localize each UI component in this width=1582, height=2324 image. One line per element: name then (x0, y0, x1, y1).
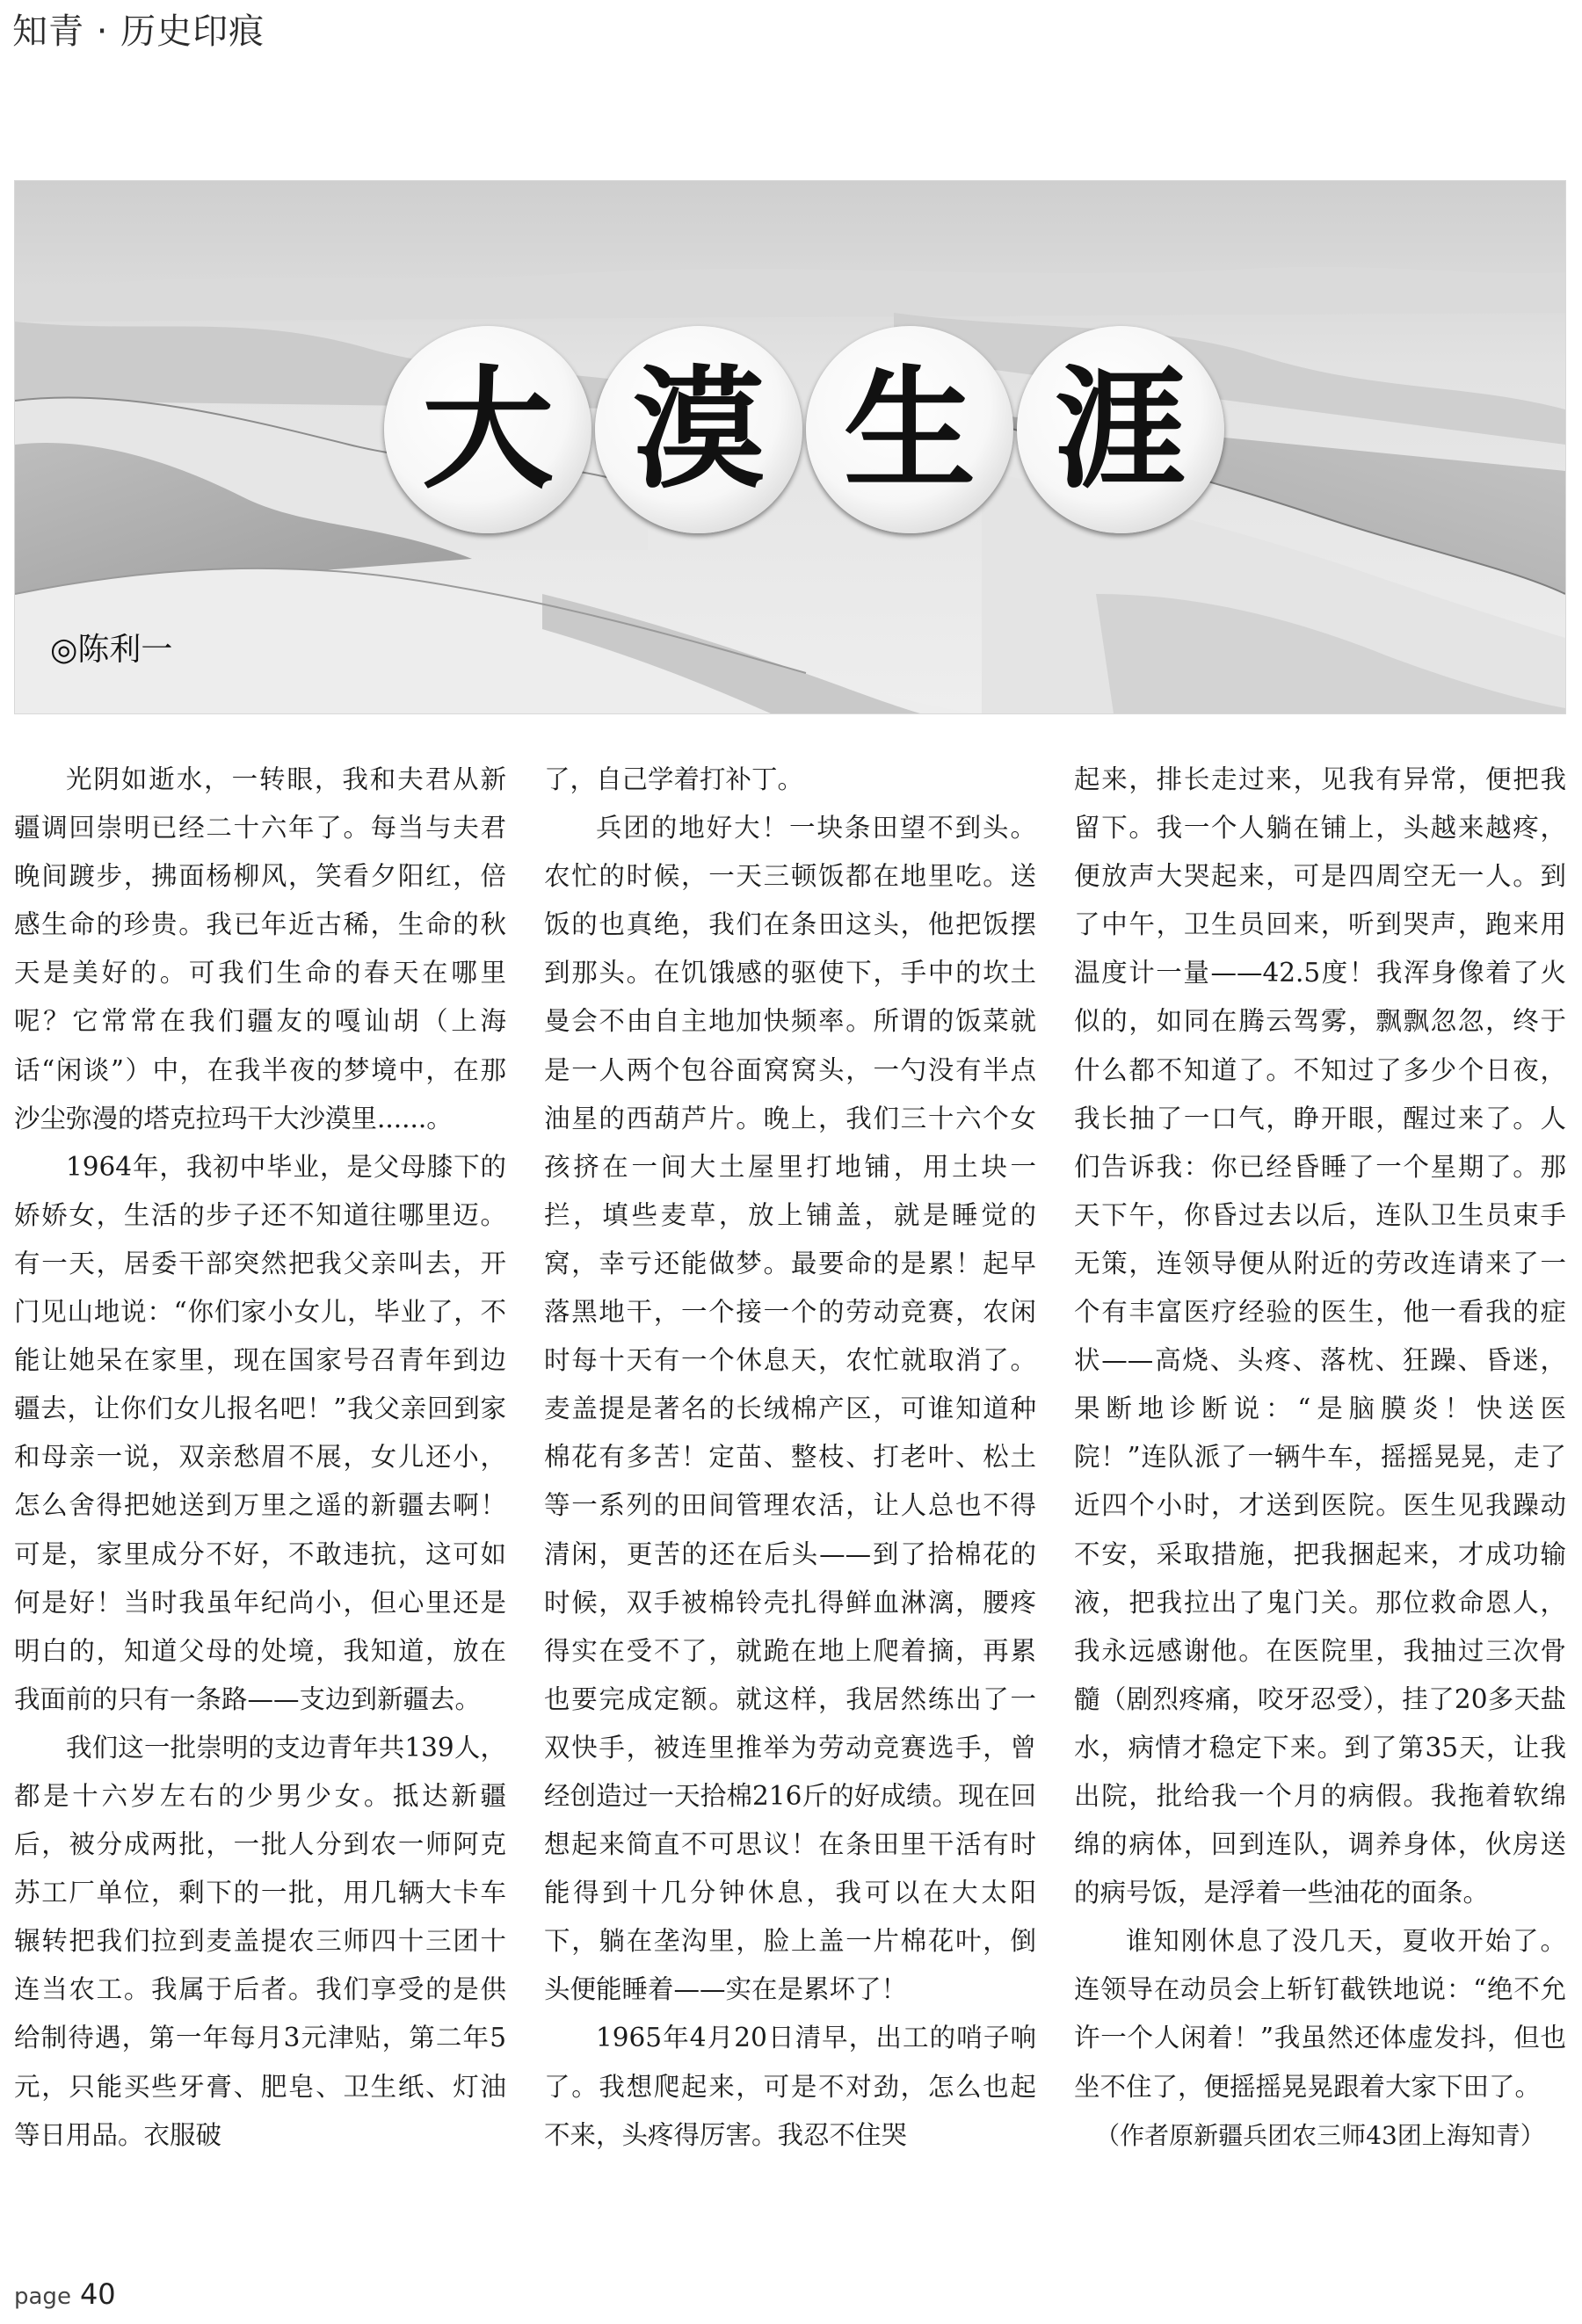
paragraph: 谁知刚休息了没几天，夏收开始了。连领导在动员会上斩钉截铁地说：“绝不允许一个人闲着！”我虽然还体虚发抖，但也坐不住了，便摇摇晃晃跟着大家下田了。 (1074, 1926, 1566, 2102)
paragraph: 了，自己学着打补丁。 (544, 764, 804, 794)
title-char-3: 生 (806, 326, 1013, 533)
paragraph: 光阴如逝水，一转眼，我和夫君从新疆调回崇明已经二十六年了。每当与夫君晚间踱步，拂面杨柳风，笑看夕阳红，倍感生命的珍贵。我已年近古稀，生命的秋天是美好的。可我们生命的春天在哪里呢？它常常在我们疆友的嘎讪胡（上海话“闲谈”）中，在我半夜的梦境中，在那沙尘弥漫的塔克拉玛干大沙漠里......。 (14, 764, 506, 1133)
page-footer (14, 2277, 116, 2311)
title-char-1: 大 (384, 326, 591, 533)
paragraph: 我们这一批崇明的支边青年共139人，都是十六岁左右的少男少女。抵达新疆后，被分成两批，一批人分到农一师阿克苏工厂单位，剩下的一批，用几辆大卡车辗转把我们拉到麦盖提农三师四十三团十连当农工。我属于后者。我们享受的是供给制待遇，第一年每月3元津贴，第二年5元，只能买些牙膏、肥皂、卫生纸、灯油等日用品。衣服破 (14, 1732, 506, 2150)
author-note: （作者原新疆兵团农三师43团上海知青） (1095, 2120, 1545, 2150)
article-column-3 (1074, 756, 1566, 2160)
paragraph: 1965年4月20日清早，出工的哨子响了。我想爬起来，可是不对劲，怎么也起不来，头疼得厉害。我忍不住哭 (544, 2023, 1036, 2150)
page-number: 40 (79, 2277, 116, 2311)
article-column-2 (544, 756, 1036, 2160)
page-label: page (14, 2284, 71, 2310)
paragraph: 起来，排长走过来，见我有异常，便把我留下。我一个人躺在铺上，头越来越疼，便放声大哭起来，可是四周空无一人。到了中午，卫生员回来，听到哭声，跑来用温度计一量——42.5度！我浑身像着了火似的，如同在腾云驾雾，飘飘忽忽，终于什么都不知道了。不知过了多少个日夜，我长抽了一口气，睁开眼，醒过来了。人们告诉我：你已经昏睡了一个星期了。那天下午，你昏过去以后，连队卫生员束手无策，连领导便从附近的劳改连请来了一个有丰富医疗经验的医生，他一看我的症状——高烧、头疼、落枕、狂躁、昏迷，果断地诊断说：“是脑膜炎！快送医院！”连队派了一辆牛车，摇摇晃晃，走了近四个小时，才送到医院。医生见我躁动不安，采取措施，把我捆起来，才成功输液，把我拉出了鬼门关。那位救命恩人，我永远感谢他。在医院里，我抽过三次骨髓（剧烈疼痛，咬牙忍受），挂了20多天盐水，病情才稳定下来。到了第35天，让我出院，批给我一个月的病假。我拖着软绵绵的病体，回到连队，调养身体，伙房送的病号饭，是浮着一些油花的面条。 (1074, 764, 1566, 1908)
article-column-1 (14, 756, 506, 2160)
title-banner (14, 180, 1566, 714)
section-title: 知青 · 历史印痕 (12, 11, 265, 52)
paragraph: 兵团的地好大！一块条田望不到头。农忙的时候，一天三顿饭都在地里吃。送饭的也真绝，我们在条田这头，他把饭摆到那头。在饥饿感的驱使下，手中的坎土曼会不由自主地加快频率。所谓的饭菜就是一人两个包谷面窝窝头，一勺没有半点油星的西葫芦片。晚上，我们三十六个女孩挤在一间大土屋里打地铺，用土块一拦，填些麦草，放上铺盖，就是睡觉的窝，幸亏还能做梦。最要命的是累！起早落黑地干，一个接一个的劳动竞赛，农闲时每十天有一个休息天，农忙就取消了。麦盖提是著名的长绒棉产区，可谁知道种棉花有多苦！定苗、整枝、打老叶、松土等一系列的田间管理农活，让人总也不得清闲，更苦的还在后头——到了拾棉花的时候，双手被棉铃壳扎得鲜血淋漓，腰疼得实在受不了，就跪在地上爬着摘，再累也要完成定额。就这样，我居然练出了一双快手，被连里推举为劳动竞赛选手，曾经创造过一天拾棉216斤的好成绩。现在回想起来简直不可思议！在条田里干活有时能得到十几分钟休息，我可以在大太阳下，躺在垄沟里，脸上盖一片棉花叶，倒头便能睡着——实在是累坏了！ (544, 813, 1036, 2005)
paragraph: 1964年，我初中毕业，是父母膝下的娇娇女，生活的步子还不知道往哪里迈。有一天，居委干部突然把我父亲叫去，开门见山地说：“你们家小女儿，毕业了，不能让她呆在家里，现在国家号召青年到边疆去，让你们女儿报名吧！”我父亲回到家和母亲一说，双亲愁眉不展，女儿还小，怎么舍得把她送到万里之遥的新疆去啊！可是，家里成分不好，不敢违抗，这可如何是好！当时我虽年纪尚小，但心里还是明白的，知道父母的处境，我知道，放在我面前的只有一条路——支边到新疆去。 (14, 1151, 506, 1714)
author-byline: ◎陈利一 (50, 632, 173, 668)
title-char-2: 漠 (595, 326, 802, 533)
title-char-4: 涯 (1017, 326, 1224, 533)
